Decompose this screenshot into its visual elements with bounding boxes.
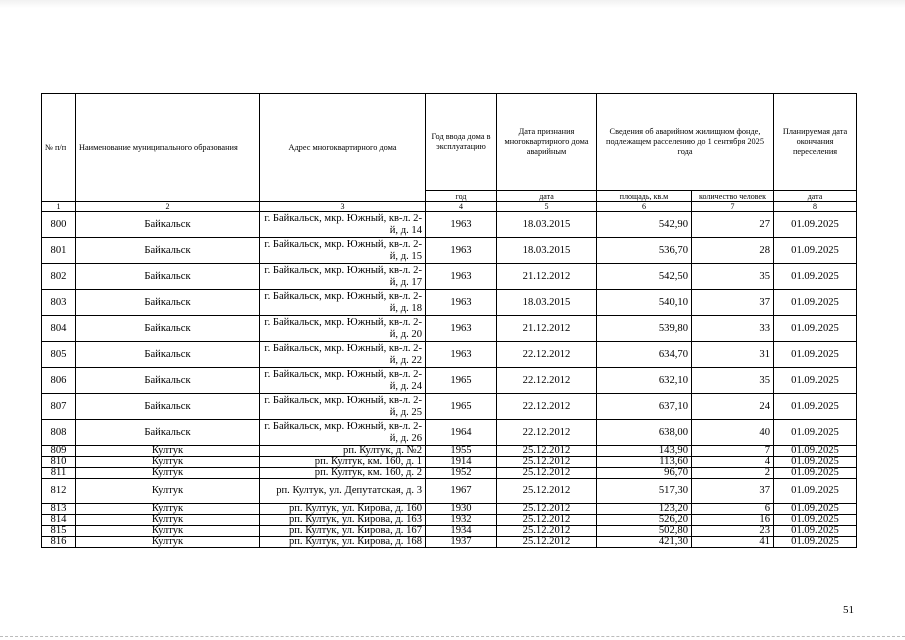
subheader-area: площадь, кв.м <box>597 191 692 202</box>
cell-municipality: Култук <box>76 515 260 526</box>
cell-date: 21.12.2012 <box>497 316 597 342</box>
cell-people: 4 <box>692 457 774 468</box>
cell-area: 540,10 <box>597 290 692 316</box>
cell-address: г. Байкальск, мкр. Южный, кв-л. 2-й, д. 22 <box>260 342 426 368</box>
column-number: 5 <box>497 202 597 212</box>
cell-date: 22.12.2012 <box>497 420 597 446</box>
cell-year: 1937 <box>426 537 497 548</box>
cell-date: 18.03.2015 <box>497 238 597 264</box>
cell-area: 421,30 <box>597 537 692 548</box>
column-number: 6 <box>597 202 692 212</box>
header-emergency-info: Сведения об аварийном жилищном фонде, подлежащем расселению до 1 сентября 2025 года <box>597 94 774 191</box>
page-number: 51 <box>843 604 854 616</box>
cell-end-date: 01.09.2025 <box>774 468 857 479</box>
table-row <box>42 316 857 342</box>
subheader-date: дата <box>497 191 597 202</box>
cell-num: 808 <box>42 420 76 446</box>
cell-num: 803 <box>42 290 76 316</box>
cell-num: 801 <box>42 238 76 264</box>
cell-people: 37 <box>692 479 774 504</box>
cell-address: рп. Култук, д. №2 <box>260 446 426 457</box>
cell-area: 517,30 <box>597 479 692 504</box>
cell-people: 41 <box>692 537 774 548</box>
cell-municipality: Байкальск <box>76 316 260 342</box>
cell-area: 526,20 <box>597 515 692 526</box>
cell-area: 634,70 <box>597 342 692 368</box>
cell-num: 802 <box>42 264 76 290</box>
cell-end-date: 01.09.2025 <box>774 290 857 316</box>
cell-people: 6 <box>692 504 774 515</box>
cell-address: рп. Култук, км. 160, д. 1 <box>260 457 426 468</box>
cell-end-date: 01.09.2025 <box>774 479 857 504</box>
cell-people: 24 <box>692 394 774 420</box>
cell-year: 1965 <box>426 394 497 420</box>
cell-date: 25.12.2012 <box>497 515 597 526</box>
cell-end-date: 01.09.2025 <box>774 537 857 548</box>
table-row <box>42 420 857 446</box>
cell-date: 22.12.2012 <box>497 368 597 394</box>
header-planned-end: Планируемая дата окончания переселения <box>774 94 857 191</box>
cell-year: 1964 <box>426 420 497 446</box>
cell-num: 811 <box>42 468 76 479</box>
table-row <box>42 515 857 526</box>
cell-num: 806 <box>42 368 76 394</box>
cell-date: 18.03.2015 <box>497 290 597 316</box>
cell-area: 123,20 <box>597 504 692 515</box>
header-year-commission: Год ввода дома в эксплуатацию <box>426 94 497 191</box>
cell-people: 35 <box>692 368 774 394</box>
column-number: 8 <box>774 202 857 212</box>
cell-area: 502,80 <box>597 526 692 537</box>
cell-end-date: 01.09.2025 <box>774 457 857 468</box>
resettlement-table-container <box>41 93 856 548</box>
cell-area: 542,90 <box>597 212 692 238</box>
table-row <box>42 504 857 515</box>
cell-end-date: 01.09.2025 <box>774 368 857 394</box>
cell-year: 1963 <box>426 290 497 316</box>
table-row <box>42 394 857 420</box>
table-row <box>42 212 857 238</box>
cell-num: 812 <box>42 479 76 504</box>
header-num: № п/п <box>42 94 76 202</box>
cell-date: 25.12.2012 <box>497 468 597 479</box>
cell-date: 25.12.2012 <box>497 537 597 548</box>
table-row <box>42 264 857 290</box>
cell-area: 539,80 <box>597 316 692 342</box>
cell-year: 1963 <box>426 316 497 342</box>
cell-date: 25.12.2012 <box>497 504 597 515</box>
cell-num: 814 <box>42 515 76 526</box>
cell-address: г. Байкальск, мкр. Южный, кв-л. 2-й, д. 25 <box>260 394 426 420</box>
header-municipality: Наименование муниципального образования <box>76 94 260 202</box>
subheader-year: год <box>426 191 497 202</box>
cell-area: 632,10 <box>597 368 692 394</box>
column-number: 7 <box>692 202 774 212</box>
cell-year: 1967 <box>426 479 497 504</box>
cell-people: 23 <box>692 526 774 537</box>
cell-people: 2 <box>692 468 774 479</box>
cell-num: 807 <box>42 394 76 420</box>
cell-address: рп. Култук, ул. Кирова, д. 167 <box>260 526 426 537</box>
cell-num: 809 <box>42 446 76 457</box>
cell-area: 637,10 <box>597 394 692 420</box>
cell-year: 1963 <box>426 342 497 368</box>
cell-municipality: Култук <box>76 526 260 537</box>
cell-end-date: 01.09.2025 <box>774 420 857 446</box>
table-row <box>42 479 857 504</box>
cell-num: 804 <box>42 316 76 342</box>
cell-end-date: 01.09.2025 <box>774 504 857 515</box>
cell-address: рп. Култук, км. 160, д. 2 <box>260 468 426 479</box>
cell-people: 27 <box>692 212 774 238</box>
cell-num: 816 <box>42 537 76 548</box>
cell-year: 1965 <box>426 368 497 394</box>
cell-end-date: 01.09.2025 <box>774 446 857 457</box>
subheader-people: количество человек <box>692 191 774 202</box>
cell-municipality: Култук <box>76 468 260 479</box>
cell-address: рп. Култук, ул. Депутатская, д. 3 <box>260 479 426 504</box>
column-number: 2 <box>76 202 260 212</box>
cell-people: 37 <box>692 290 774 316</box>
cell-people: 16 <box>692 515 774 526</box>
cell-municipality: Култук <box>76 537 260 548</box>
cell-people: 7 <box>692 446 774 457</box>
cell-address: рп. Култук, ул. Кирова, д. 163 <box>260 515 426 526</box>
cell-date: 21.12.2012 <box>497 264 597 290</box>
cell-num: 813 <box>42 504 76 515</box>
cell-num: 810 <box>42 457 76 468</box>
cell-year: 1963 <box>426 238 497 264</box>
cell-date: 25.12.2012 <box>497 446 597 457</box>
cell-date: 22.12.2012 <box>497 342 597 368</box>
cell-num: 805 <box>42 342 76 368</box>
cell-municipality: Байкальск <box>76 420 260 446</box>
table-body <box>42 212 857 548</box>
cell-area: 143,90 <box>597 446 692 457</box>
cell-address: г. Байкальск, мкр. Южный, кв-л. 2-й, д. 26 <box>260 420 426 446</box>
cell-area: 542,50 <box>597 264 692 290</box>
page-top-edge <box>0 0 905 8</box>
cell-address: г. Байкальск, мкр. Южный, кв-л. 2-й, д. 17 <box>260 264 426 290</box>
cell-end-date: 01.09.2025 <box>774 238 857 264</box>
column-number: 3 <box>260 202 426 212</box>
cell-people: 31 <box>692 342 774 368</box>
header-date-recognized: Дата признания многоквартирного дома аварийным <box>497 94 597 191</box>
cell-year: 1963 <box>426 264 497 290</box>
column-number: 4 <box>426 202 497 212</box>
cell-people: 28 <box>692 238 774 264</box>
cell-date: 25.12.2012 <box>497 479 597 504</box>
cell-area: 113,60 <box>597 457 692 468</box>
cell-municipality: Култук <box>76 457 260 468</box>
cell-end-date: 01.09.2025 <box>774 264 857 290</box>
cell-date: 25.12.2012 <box>497 457 597 468</box>
cell-year: 1963 <box>426 212 497 238</box>
cell-date: 25.12.2012 <box>497 526 597 537</box>
cell-year: 1952 <box>426 468 497 479</box>
cell-end-date: 01.09.2025 <box>774 515 857 526</box>
cell-municipality: Байкальск <box>76 342 260 368</box>
cell-address: г. Байкальск, мкр. Южный, кв-л. 2-й, д. 20 <box>260 316 426 342</box>
cell-people: 33 <box>692 316 774 342</box>
cell-municipality: Байкальск <box>76 394 260 420</box>
resettlement-table <box>41 93 857 548</box>
cell-address: г. Байкальск, мкр. Южный, кв-л. 2-й, д. 14 <box>260 212 426 238</box>
cell-municipality: Байкальск <box>76 264 260 290</box>
cell-year: 1934 <box>426 526 497 537</box>
cell-address: рп. Култук, ул. Кирова, д. 160 <box>260 504 426 515</box>
cell-date: 22.12.2012 <box>497 394 597 420</box>
table-row <box>42 368 857 394</box>
cell-people: 35 <box>692 264 774 290</box>
cell-num: 815 <box>42 526 76 537</box>
table-row <box>42 537 857 548</box>
cell-area: 536,70 <box>597 238 692 264</box>
cell-end-date: 01.09.2025 <box>774 526 857 537</box>
subheader-end-date: дата <box>774 191 857 202</box>
cell-municipality: Байкальск <box>76 238 260 264</box>
cell-area: 96,70 <box>597 468 692 479</box>
cell-area: 638,00 <box>597 420 692 446</box>
cell-end-date: 01.09.2025 <box>774 212 857 238</box>
header-address: Адрес многоквартирного дома <box>260 94 426 202</box>
cell-address: г. Байкальск, мкр. Южный, кв-л. 2-й, д. 24 <box>260 368 426 394</box>
table-row <box>42 468 857 479</box>
cell-num: 800 <box>42 212 76 238</box>
cell-municipality: Култук <box>76 479 260 504</box>
cell-municipality: Байкальск <box>76 212 260 238</box>
cell-address: г. Байкальск, мкр. Южный, кв-л. 2-й, д. 15 <box>260 238 426 264</box>
cell-end-date: 01.09.2025 <box>774 394 857 420</box>
cell-year: 1932 <box>426 515 497 526</box>
cell-year: 1930 <box>426 504 497 515</box>
page-bottom-edge <box>0 636 905 638</box>
cell-people: 40 <box>692 420 774 446</box>
cell-municipality: Байкальск <box>76 290 260 316</box>
cell-end-date: 01.09.2025 <box>774 316 857 342</box>
table-row <box>42 526 857 537</box>
cell-municipality: Байкальск <box>76 368 260 394</box>
table-row <box>42 457 857 468</box>
table-row <box>42 446 857 457</box>
cell-year: 1914 <box>426 457 497 468</box>
cell-address: г. Байкальск, мкр. Южный, кв-л. 2-й, д. 18 <box>260 290 426 316</box>
cell-date: 18.03.2015 <box>497 212 597 238</box>
cell-address: рп. Култук, ул. Кирова, д. 168 <box>260 537 426 548</box>
table-row <box>42 290 857 316</box>
table-row <box>42 238 857 264</box>
cell-municipality: Култук <box>76 446 260 457</box>
cell-municipality: Култук <box>76 504 260 515</box>
cell-end-date: 01.09.2025 <box>774 342 857 368</box>
cell-year: 1955 <box>426 446 497 457</box>
column-number: 1 <box>42 202 76 212</box>
table-row <box>42 342 857 368</box>
